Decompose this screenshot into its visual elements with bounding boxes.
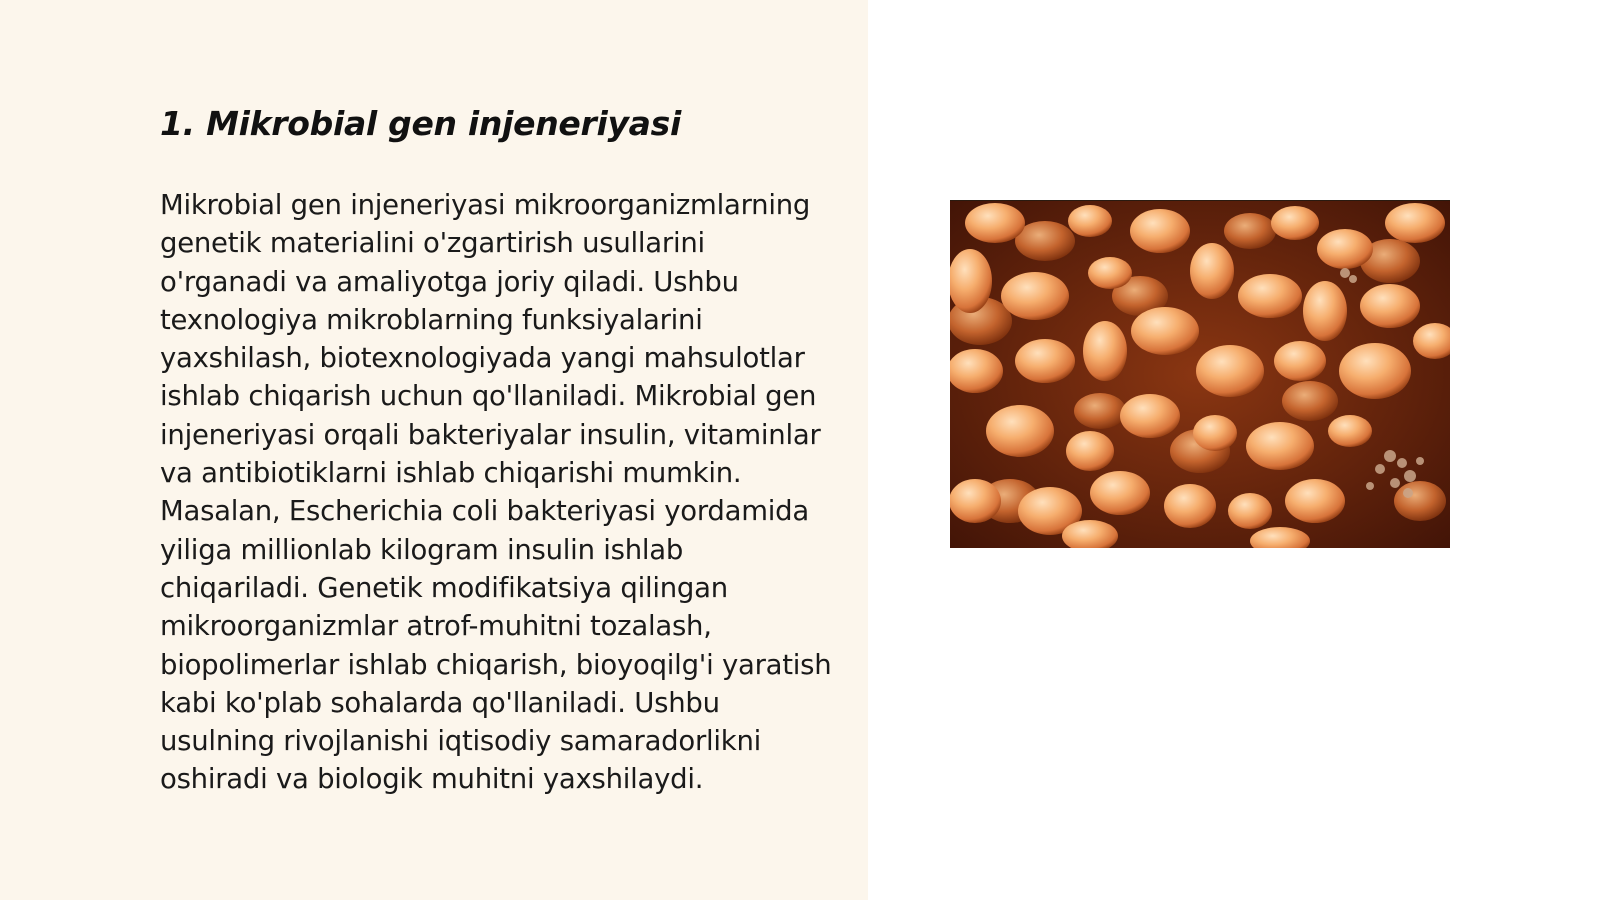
slide-title: 1. Mikrobial gen injeneriyasi: [160, 104, 682, 143]
slide-body-text: Mikrobial gen injeneriyasi mikroorganizmlarning genetik materialini o'zgartirish usullarini o'rganadi va amaliyotga joriy qiladi. Ushbu texnologiya mikroblarning funksiyalarini yaxshilash, biotexnologiyada yangi mahsulotlar ishlab chiqarish uchun qo'llaniladi. Mikrobial gen injeneriyasi orqali bakteriyalar insulin, vitaminlar va antibiotiklarni ishlab chiqarishi mumkin. Masalan, Escherichia coli bakteriyasi yordamida yiliga millionlab kilogram insulin ishlab chiqariladi. Genetik modifikatsiya qilingan mikroorganizmlar atrof-muhitni tozalash, biopolimerlar ishlab chiqarish, bioyoqilg'i yaratish kabi ko'plab sohalarda qo'llaniladi. Ushbu usulning rivojlanishi iqtisodiy samaradorlikni oshiradi va biologik muhitni yaxshilaydi.: [160, 189, 832, 796]
microbe-micrograph-image: [950, 200, 1450, 548]
